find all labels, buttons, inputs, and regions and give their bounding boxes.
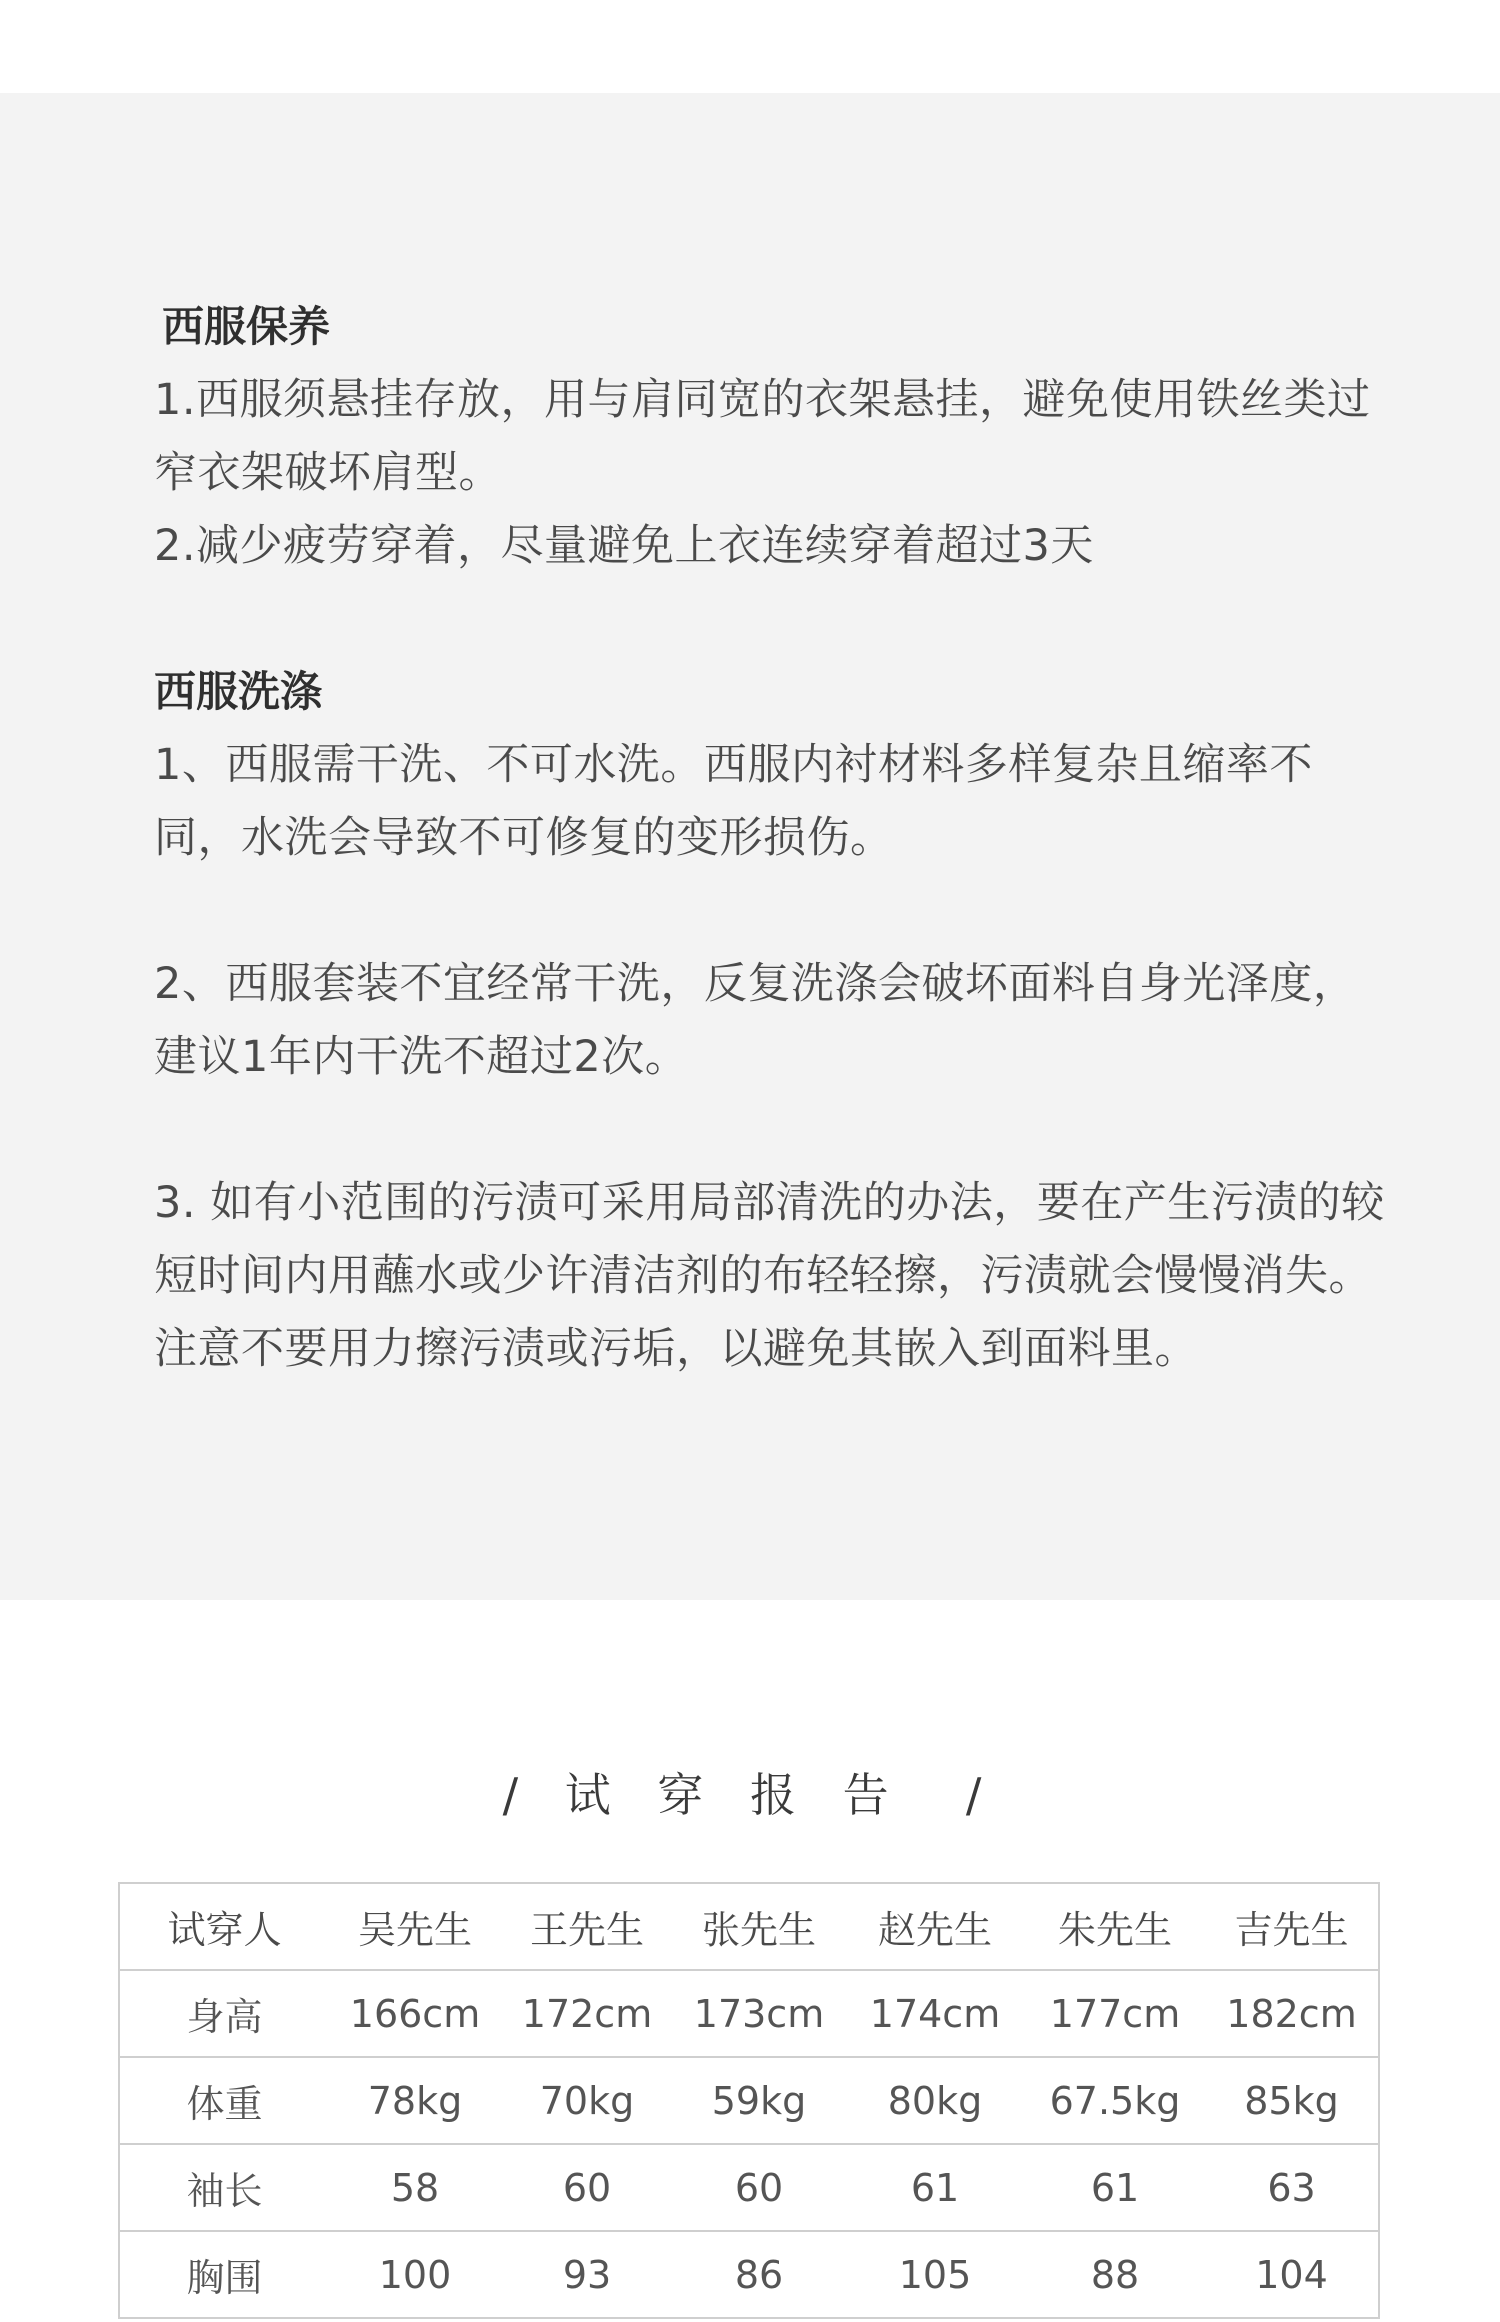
washing-item-1: 1、西服需干洗、不可水洗。西服内衬材料多样复杂且缩率不同，水洗会导致不可修复的变形损伤。 [154, 740, 1313, 863]
table-header-cell: 试穿人 [119, 1883, 329, 1970]
table-header-cell: 王先生 [501, 1883, 673, 1970]
table-row-sleeve [119, 2144, 1379, 2231]
table-cell: 61 [845, 2144, 1025, 2231]
table-header-cell: 张先生 [673, 1883, 845, 1970]
table-cell: 177cm [1025, 1970, 1205, 2057]
table-cell: 体重 [119, 2057, 329, 2144]
table-cell: 60 [673, 2144, 845, 2231]
table-cell: 93 [501, 2231, 673, 2318]
table-row-height [119, 1970, 1379, 2057]
table-cell: 胸围 [119, 2231, 329, 2318]
table-cell: 80kg [845, 2057, 1025, 2144]
table-header-cell: 赵先生 [845, 1883, 1025, 1970]
table-cell: 身高 [119, 1970, 329, 2057]
table-cell: 59kg [673, 2057, 845, 2144]
table-cell: 100 [329, 2231, 501, 2318]
table-cell: 174cm [845, 1970, 1025, 2057]
table-cell: 86 [673, 2231, 845, 2318]
washing-item-2: 2、西服套装不宜经常干洗，反复洗涤会破坏面料自身光泽度，建议1年内干洗不超过2次。 [154, 959, 1357, 1082]
table-cell: 60 [501, 2144, 673, 2231]
table-header-row [119, 1883, 1379, 1970]
table-cell: 88 [1025, 2231, 1205, 2318]
report-title: / 试 穿 报 告 / [502, 1768, 998, 1822]
table-cell: 67.5kg [1025, 2057, 1205, 2144]
table-cell: 袖长 [119, 2144, 329, 2231]
table-cell: 58 [329, 2144, 501, 2231]
table-cell: 182cm [1205, 1970, 1379, 2057]
maintenance-item-1: 1.西服须悬挂存放，用与肩同宽的衣架悬挂，避免使用铁丝类过窄衣架破坏肩型。 [154, 375, 1371, 498]
washing-block [154, 655, 1394, 1386]
maintenance-block [154, 290, 1394, 583]
table-cell: 166cm [329, 1970, 501, 2057]
table-header-cell: 朱先生 [1025, 1883, 1205, 1970]
table-header-cell: 吴先生 [329, 1883, 501, 1970]
table-cell: 61 [1025, 2144, 1205, 2231]
washing-heading: 西服洗涤 [154, 667, 323, 716]
table-cell: 173cm [673, 1970, 845, 2057]
table-cell: 78kg [329, 2057, 501, 2144]
table-cell: 172cm [501, 1970, 673, 2057]
care-instructions-section [0, 93, 1500, 1600]
maintenance-heading: 西服保养 [162, 302, 331, 351]
table-cell: 70kg [501, 2057, 673, 2144]
table-cell: 104 [1205, 2231, 1379, 2318]
fitting-report-table [118, 1882, 1380, 2319]
maintenance-item-2: 2.减少疲劳穿着，尽量避免上衣连续穿着超过3天 [154, 521, 1094, 571]
table-row-chest [119, 2231, 1379, 2318]
table-cell: 85kg [1205, 2057, 1379, 2144]
table-row-weight [119, 2057, 1379, 2144]
table-header-cell: 吉先生 [1205, 1883, 1379, 1970]
table-cell: 63 [1205, 2144, 1379, 2231]
washing-item-3: 3. 如有小范围的污渍可采用局部清洗的办法，要在产生污渍的较短时间内用蘸水或少许清洁剂的布轻轻擦，污渍就会慢慢消失。注意不要用力擦污渍或污垢，以避免其嵌入到面料里。 [154, 1178, 1385, 1374]
table-cell: 105 [845, 2231, 1025, 2318]
